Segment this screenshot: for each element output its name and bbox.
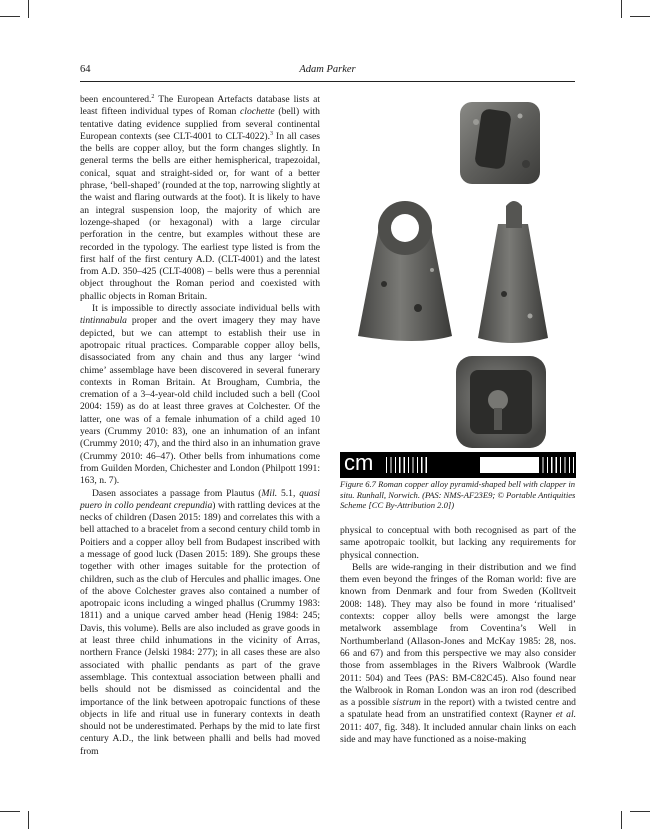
scale-solid-segment: [430, 457, 478, 473]
crop-mark-top-right: [630, 16, 650, 17]
paragraph: been encountered.$^2$ The European Artefacts database lists at least fifteen individual types of Roman clochette (bell) with tentative dating evidence supplied from several continental European contexts (see CLT-4001 to CLT-4022).$^3$ In all cases the bells are copper alloy, but the form changes slightly. In general terms the bells are either hemispherical, trapezoidal, conical, squat and straight-sided or, for want of a better phrase, ‘bell-shaped’ (rounded at the top, narrowing slightly at the waist and flaring outwards at the foot). It is likely to have an integral suspension loop, the majority of which are lozenge-shaped (or hexagonal) with a large circular perforation in the centre, but examples without these are recorded in the typology. The earliest type listed is from the first half of the first century A.D. (CLT-4001) and the latest from A.D. 350–425 (CLT-4008) – bells were thus a perennial object throughout the Roman period and coexisted with phallic objects in Roman Britain.: [80, 93, 320, 302]
running-author: Adam Parker: [299, 64, 356, 75]
italic-term: tintinnabula: [80, 315, 127, 327]
running-header: [80, 64, 575, 80]
right-column: [340, 525, 576, 746]
paragraph: Bells are wide-ranging in their distribution and we find them even beyond the fringes of the Roman world: five are known from Denmark and four from Sweden (Kolltveit 2008: 148). They may also be found in more ‘ritualised’ contexts: copper alloy bells were amongst the large metalwork assemblage from Coventina’s Well in Northumberland (Allason-Jones and McKay 1985: 28, nos. 66 and 67) and from this perspective we may also consider those from assemblages in the Rivers Walbrook (Wardle 2011: 504) and Tees (PAS: BM-C82C45). Also found near the Walbrook in Roman London was an iron rod (described as a possible sistrum in the report) with a twisted centre and a spatulate head from an unstratified context (Rayner et al. 2011: 407, fig. 348). It included annular chain links on each side and may have functioned as a noise-making: [340, 561, 577, 746]
scale-ticks: [386, 457, 430, 473]
crop-mark-bottom-left: [0, 811, 20, 812]
italic-term: clochette: [240, 106, 275, 118]
scale-label: cm: [344, 450, 374, 475]
italic-term: et al.: [555, 709, 577, 721]
paragraph: Dasen associates a passage from Plautus (Mil. 5.1, quasi puero in collo pendeant crepundia) with rattling devices at the necks of children (Dasen 2015: 189) and correlates this with a bell attached to a bracelet from a second century child tomb in Poitiers and a copper alloy bell from Budapest inscribed with a message of good luck (Dasen 2015: 189). She groups these together with other images suitable for the protection of children, such as the club of Hercules and phallic images. One of the above Colchester graves also contained a number of apotropaic icons including a winged phallus (Crummy 1983: 1811) and a unique carved amber head (Henig 1984: 245; Davis, this volume). Bells are also included as grave goods in at least three child inhumations in the vicinity of Arras, northern France (Jelski 1984: 277); in all cases these are also associated with phallic pendants as part of the grave assemblage. This contextual association between phalli and bells should not be dismissed as coincidental and the importance of the link between apotropaic functions of these objects in life and ritual use in funerary contexts in death should not be underestimated. Perhaps by the mid to late first century A.D., the link between phalli and bells had moved from: [80, 487, 320, 757]
scale-white-segment: [480, 457, 538, 473]
figure-caption: Figure 6.7 Roman copper alloy pyramid-shaped bell with clapper in situ. Runhall, Norwich. (PAS: NMS-AF23E9; © Portable Antiquities Scheme [CC By-Attribution 2.0]): [340, 479, 576, 511]
footnote-ref: 2: [151, 93, 155, 100]
page-number: 64: [80, 64, 91, 75]
crop-mark-top-left-vertical: [28, 0, 29, 18]
bell-top-view: [460, 102, 540, 184]
bell-front-view: [358, 201, 452, 341]
italic-term: quasi puero in collo pendeant crepundia: [80, 487, 320, 511]
footnote-ref: 3: [270, 130, 273, 137]
left-column: [80, 94, 320, 758]
crop-mark-bottom-right: [630, 811, 650, 812]
italic-term: sistrum: [392, 697, 421, 709]
scale-bar: [340, 452, 576, 478]
bell-side-view: [478, 201, 548, 343]
italic-term: Mil.: [261, 487, 278, 499]
crop-mark-top-right-vertical: [621, 0, 622, 18]
crop-mark-bottom-right-vertical: [621, 811, 622, 829]
crop-mark-top-left: [0, 16, 20, 17]
header-rule: [80, 81, 575, 82]
paragraph: It is impossible to directly associate individual bells with tintinnabula proper and the overt imagery they may have depicted, but we can attempt to establish their use in apotropaic ritual practices. Comparable copper alloy bells, disassociated from any chain and thus any larger ‘wind chime’ assemblage have been discovered in several funerary contexts in Roman Britain. At Brougham, Cumbria, the cremation of a 3–4-year-old child included such a bell (Cool 2004: 159) as do at least three graves at Colchester. Of the latter, one was of a female inhumation of a child aged 10 years (Crummy 2010: 83), one an inhumation of an infant (Crummy 2010; 47), and the third also in an inhumation grave (Crummy 2010: 46–47). Other bells from inhumations come from Guilden Morden, Chichester and London (Philpott 1991: 163, n. 7).: [80, 303, 320, 487]
crop-mark-bottom-left-vertical: [28, 811, 29, 829]
figure-bell-photographs: [340, 94, 576, 478]
paragraph: physical to conceptual with both recognised as part of the same apotropaic toolkit, but lacking any requirements for physical connection.: [340, 525, 576, 561]
scale-ticks-end: [538, 457, 574, 473]
bell-bottom-view-with-clapper: [456, 356, 546, 448]
